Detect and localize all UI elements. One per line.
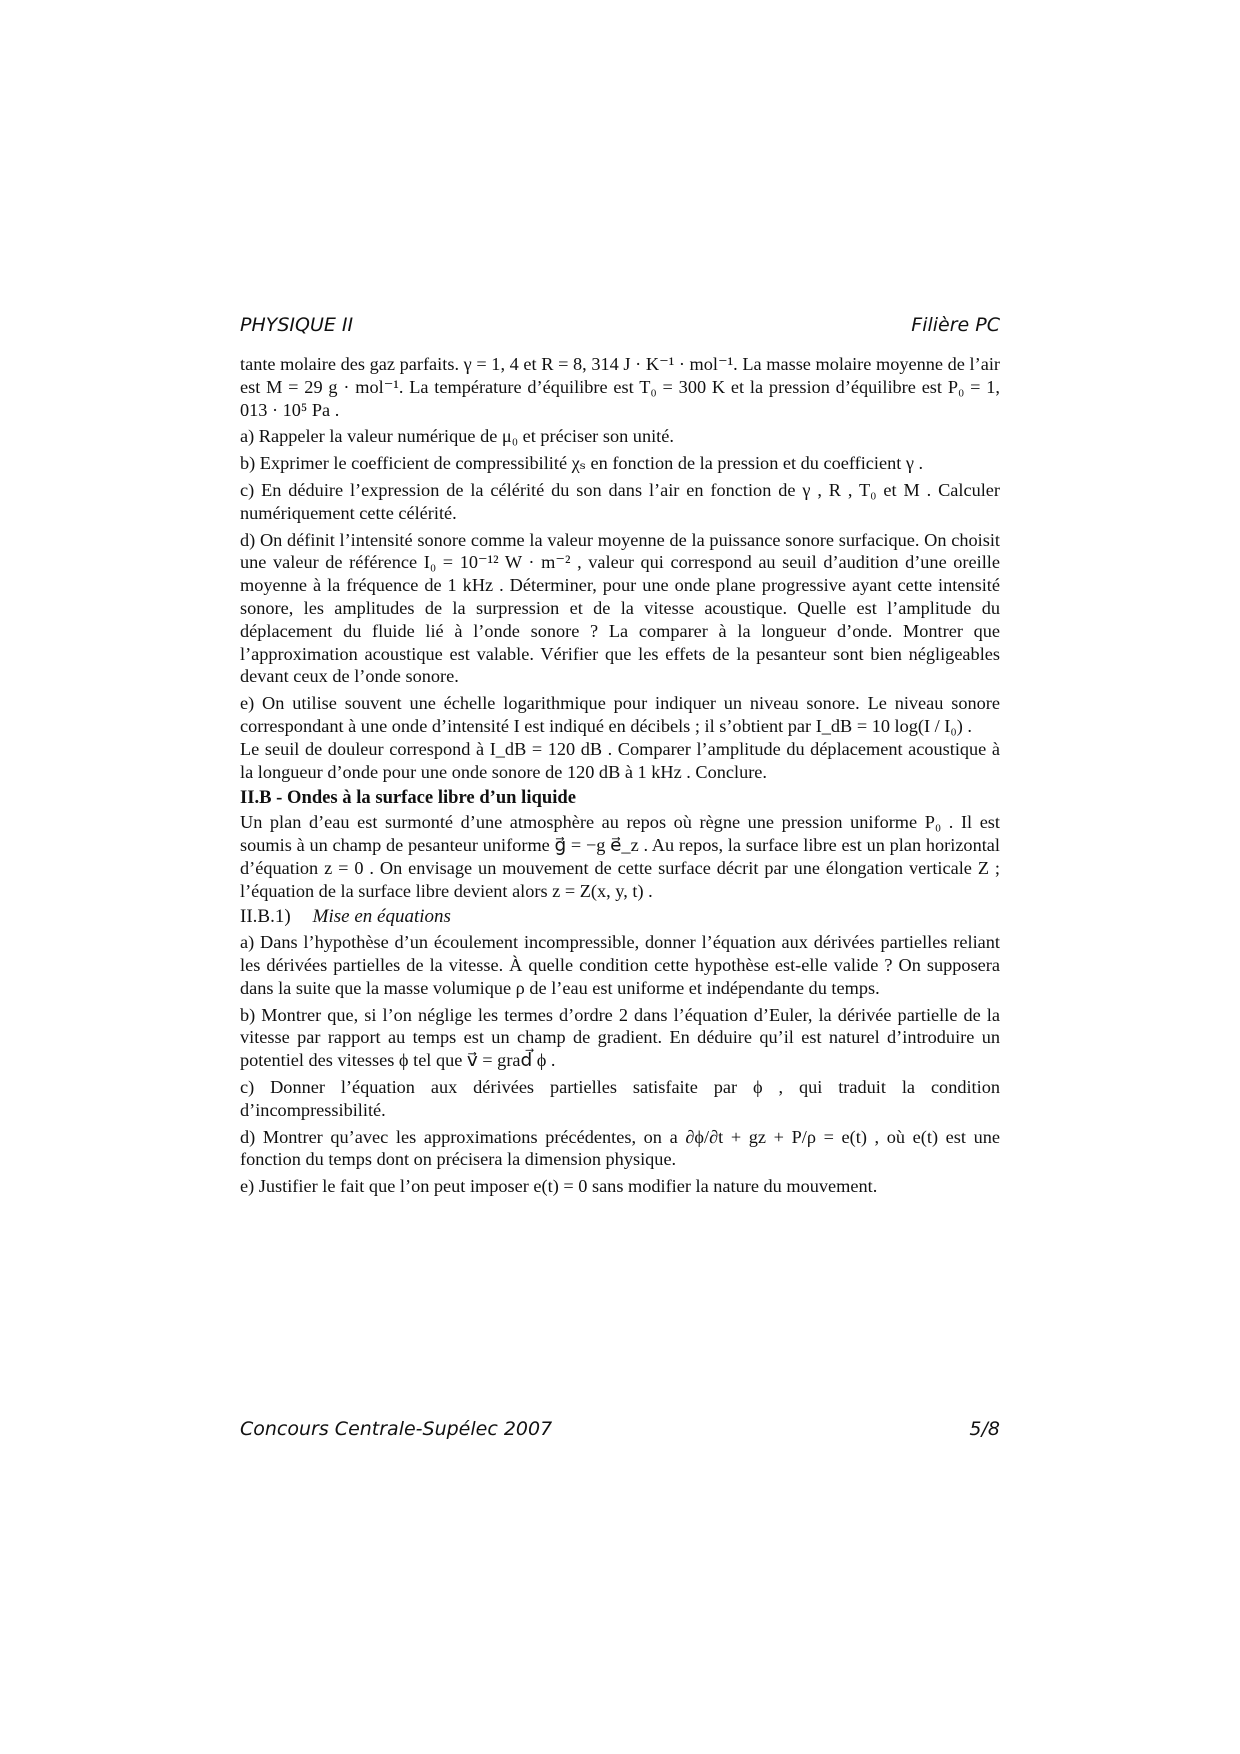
subsection-number: II.B.1) — [240, 906, 291, 928]
header-track: Filière PC — [911, 314, 1000, 336]
subsection-heading — [240, 906, 1000, 929]
subquestion-d: d) Montrer qu’avec les approximations précédentes, on a ∂ϕ/∂t + gz + P/ρ = e(t) , où e(t) est une fonction du temps dont on précisera la dimension physique. — [240, 1126, 1000, 1170]
subquestion-b: b) Montrer que, si l’on néglige les termes d’ordre 2 dans l’équation d’Euler, la dérivée partielle de la vitesse par rapport au temps est un champ de gradient. En déduire qu’il est naturel d’introduire un potentiel des vitesses ϕ tel que v⃗ = grad⃗ ϕ . — [240, 1004, 1000, 1071]
question-e: e) On utilise souvent une échelle logarithmique pour indiquer un niveau sonore. Le niveau sonore correspondant à une onde d’intensité I est indiqué en décibels ; il s’obtient par I_dB = 10 log(I / I₀) . — [240, 693, 1000, 736]
question-a: a) Rappeler la valeur numérique de μ₀ et préciser son unité. — [240, 426, 674, 447]
continuation-paragraph: tante molaire des gaz parfaits. γ = 1, 4 et R = 8, 314 J · K⁻¹ · mol⁻¹. La masse molaire moyenne de l’air est M = 29 g · mol⁻¹. La température d’équilibre est T₀ = 300 K et la pression d’équilibre est P₀ = 1, 013 · 10⁵ Pa . — [240, 354, 1000, 420]
section-title: II.B - Ondes à la surface libre d’un liquide — [240, 787, 576, 809]
question-b: b) Exprimer le coefficient de compressibilité χₛ en fonction de la pression et du coefficient γ . — [240, 453, 924, 474]
question-e-continued: Le seuil de douleur correspond à I_dB = 120 dB . Comparer l’amplitude du déplacement acoustique à la longueur d’onde pour une onde sonore de 120 dB à 1 kHz . Conclure. — [240, 738, 1000, 782]
subquestion-e: e) Justifier le fait que l’on peut imposer e(t) = 0 sans modifier la nature du mouvement. — [240, 1176, 878, 1197]
footer-contest: Concours Centrale-Supélec 2007 — [240, 1418, 553, 1440]
question-d: d) On définit l’intensité sonore comme la valeur moyenne de la puissance sonore surfacique. On choisit une valeur de référence I₀ = 10⁻¹² W · m⁻² , valeur qui correspond au seuil d’audition d’une oreille moyenne à la fréquence de 1 kHz . Déterminer, pour une onde plane progressive ayant cette intensité sonore, les amplitudes de la surpression et de la vitesse acoustique. Quelle est l’amplitude du déplacement du fluide lié à l’onde sonore ? La comparer à la longueur d’onde. Montrer que l’approximation acoustique est valable. Vérifier que les effets de la pesanteur sont bien négligeables devant ceux de l’onde sonore. — [240, 529, 1000, 687]
subsection-title: Mise en équations — [312, 906, 451, 928]
footer-page-number: 5/8 — [969, 1418, 1000, 1440]
page-body — [240, 353, 1000, 1202]
subquestion-c: c) Donner l’équation aux dérivées partielles satisfaite par ϕ , qui traduit la condition d’incompressibilité. — [240, 1076, 1000, 1120]
section-intro: Un plan d’eau est surmonté d’une atmosphère au repos où règne une pression uniforme P₀ . Il est soumis à un champ de pesanteur uniforme g⃗ = −g e⃗_z . Au repos, la surface libre est un plan horizontal d’équation z = 0 . On envisage un mouvement de cette surface décrit par une élongation verticale Z ; l’équation de la surface libre devient alors z = Z(x, y, t) . — [240, 812, 1000, 901]
header-subject: PHYSIQUE II — [240, 314, 354, 336]
subquestion-a: a) Dans l’hypothèse d’un écoulement incompressible, donner l’équation aux dérivées partielles reliant les dérivées partielles de la vitesse. À quelle condition cette hypothèse est-elle valide ? On supposera dans la suite que la masse volumique ρ de l’eau est uniforme et indépendante du temps. — [240, 932, 1000, 998]
question-c: c) En déduire l’expression de la célérité du son dans l’air en fonction de γ , R , T₀ et M . Calculer numériquement cette célérité. — [240, 479, 1000, 523]
